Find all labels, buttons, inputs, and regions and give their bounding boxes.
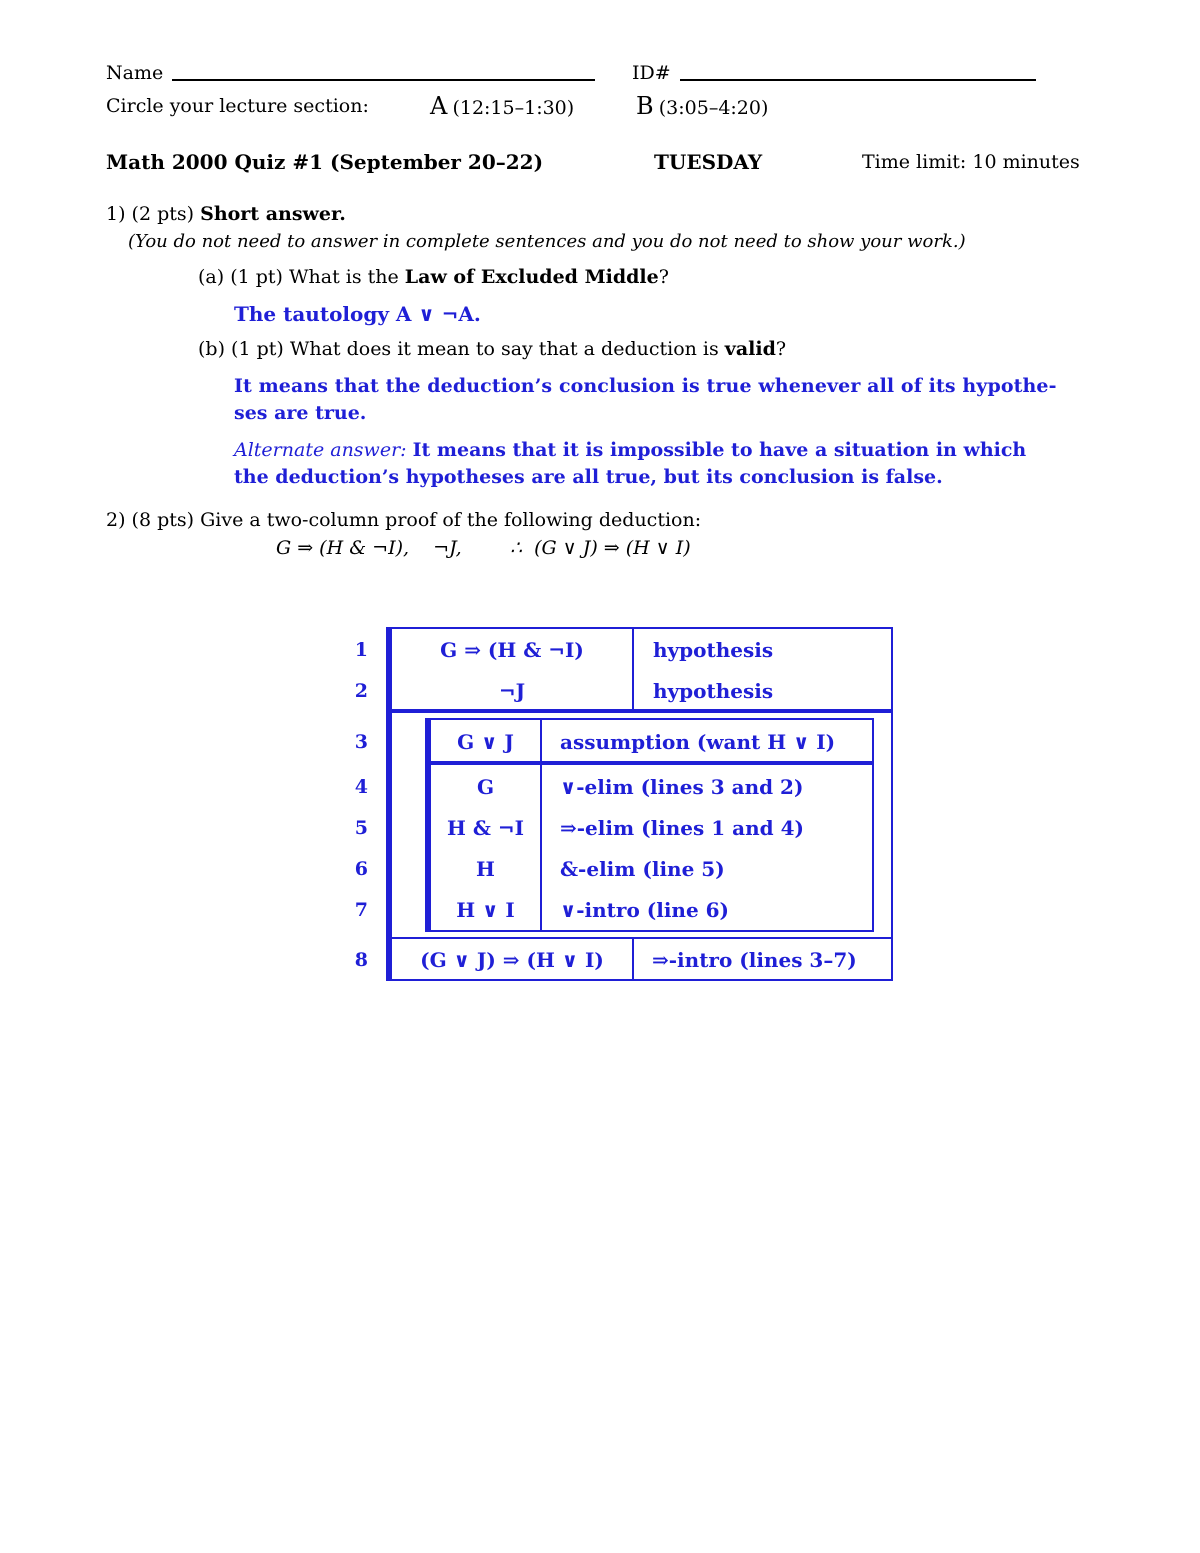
subproof-right-border <box>872 718 874 932</box>
proof-outer-top-border <box>386 627 893 629</box>
section-a-option[interactable] <box>430 92 574 120</box>
proof-line-number: 1 <box>354 639 368 661</box>
quiz-day: TUESDAY <box>654 150 763 174</box>
q1b-answer-line1: It means that the deduction’s conclusion is true whenever all of its hypothe- <box>234 375 1057 397</box>
q1a-suffix: ? <box>658 266 669 288</box>
name-field-line[interactable] <box>172 79 595 81</box>
q1a-question <box>198 266 669 288</box>
proof-line-number: 5 <box>354 817 368 839</box>
proof-statement: H & ¬I <box>447 816 524 840</box>
id-field-line[interactable] <box>680 79 1036 81</box>
proof-statement: G ∨ J <box>457 730 514 754</box>
name-label: Name <box>106 62 164 84</box>
proof-statement: ¬J <box>498 679 526 703</box>
proof-reason: hypothesis <box>653 638 774 662</box>
proof-statement: (G ∨ J) ⇒ (H ∨ I) <box>420 948 604 972</box>
q1b-question <box>198 338 786 360</box>
time-limit: Time limit: 10 minutes <box>862 151 1080 173</box>
q1b-alt-answer-line2: the deduction’s hypotheses are all true, but its conclusion is false. <box>234 466 943 488</box>
proof-reason: ⇒-elim (lines 1 and 4) <box>560 816 804 840</box>
proof-statement: H ∨ I <box>456 898 515 922</box>
q1-title: Short answer. <box>200 203 346 225</box>
q1-heading <box>106 203 346 225</box>
q1-number: 1) (2 pts) <box>106 203 195 225</box>
proof-reason: assumption (want H ∨ I) <box>560 730 836 754</box>
proof-statement: G ⇒ (H & ¬I) <box>440 638 584 662</box>
proof-column-divider-bottom <box>632 937 634 981</box>
q1-instruction: (You do not need to answer in complete sentences and you do not need to show your work.) <box>128 231 966 252</box>
proof-line-number: 6 <box>354 858 368 880</box>
section-prompt: Circle your lecture section: <box>106 95 369 117</box>
q2-deduction: G ⇒ (H & ¬I), ¬J, ∴ (G ∨ J) ⇒ (H ∨ I) <box>276 537 691 559</box>
q2-prompt: 2) (8 pts) Give a two-column proof of the following deduction: <box>106 509 702 531</box>
proof-reason: ∨-elim (lines 3 and 2) <box>560 775 804 799</box>
proof-line-number: 8 <box>354 949 368 971</box>
q1b-answer-line2: ses are true. <box>234 402 367 424</box>
subproof-column-divider <box>540 718 542 932</box>
id-label: ID# <box>632 62 671 84</box>
quiz-title: Math 2000 Quiz #1 (September 20–22) <box>106 150 544 174</box>
subproof-top-border <box>425 718 874 720</box>
q1b-alt-label: Alternate answer: <box>234 439 407 461</box>
proof-column-divider-top <box>632 627 634 711</box>
proof-reason: ∨-intro (line 6) <box>560 898 730 922</box>
q1b-suffix: ? <box>775 338 787 360</box>
proof-outer-right-border <box>891 627 893 981</box>
section-a-time: (12:15–1:30) <box>452 97 575 119</box>
proof-reason: ⇒-intro (lines 3–7) <box>652 948 857 972</box>
proof-reason: &-elim (line 5) <box>560 857 725 881</box>
q1a-answer: The tautology A ∨ ¬A. <box>234 302 481 326</box>
proof-hypothesis-separator <box>386 709 893 713</box>
proof-line-number: 4 <box>354 776 368 798</box>
proof-statement: G <box>476 775 495 799</box>
proof-line-number: 3 <box>354 731 368 753</box>
section-b-letter: B <box>636 92 654 120</box>
q1b-alt-answer-line1 <box>234 439 1026 461</box>
q1a-term: Law of Excluded Middle <box>404 266 659 288</box>
proof-outer-bottom-border <box>386 979 893 981</box>
proof-reason: hypothesis <box>653 679 774 703</box>
subproof-assumption-separator <box>425 761 874 765</box>
proof-line-number: 2 <box>354 680 368 702</box>
section-b-time: (3:05–4:20) <box>658 97 769 119</box>
proof-line-number: 7 <box>354 899 368 921</box>
q1a-prefix: (a) (1 pt) What is the <box>198 266 399 288</box>
q1b-term: valid <box>724 338 776 360</box>
subproof-bottom-border <box>425 930 874 932</box>
proof-conclusion-separator <box>386 937 893 939</box>
proof-statement: H <box>476 857 495 881</box>
q1b-alt-text1: It means that it is impossible to have a situation in which <box>412 439 1027 461</box>
q1b-prefix: (b) (1 pt) What does it mean to say that a deduction is <box>198 338 719 360</box>
section-b-option[interactable] <box>636 92 768 120</box>
section-a-letter: A <box>430 92 448 120</box>
